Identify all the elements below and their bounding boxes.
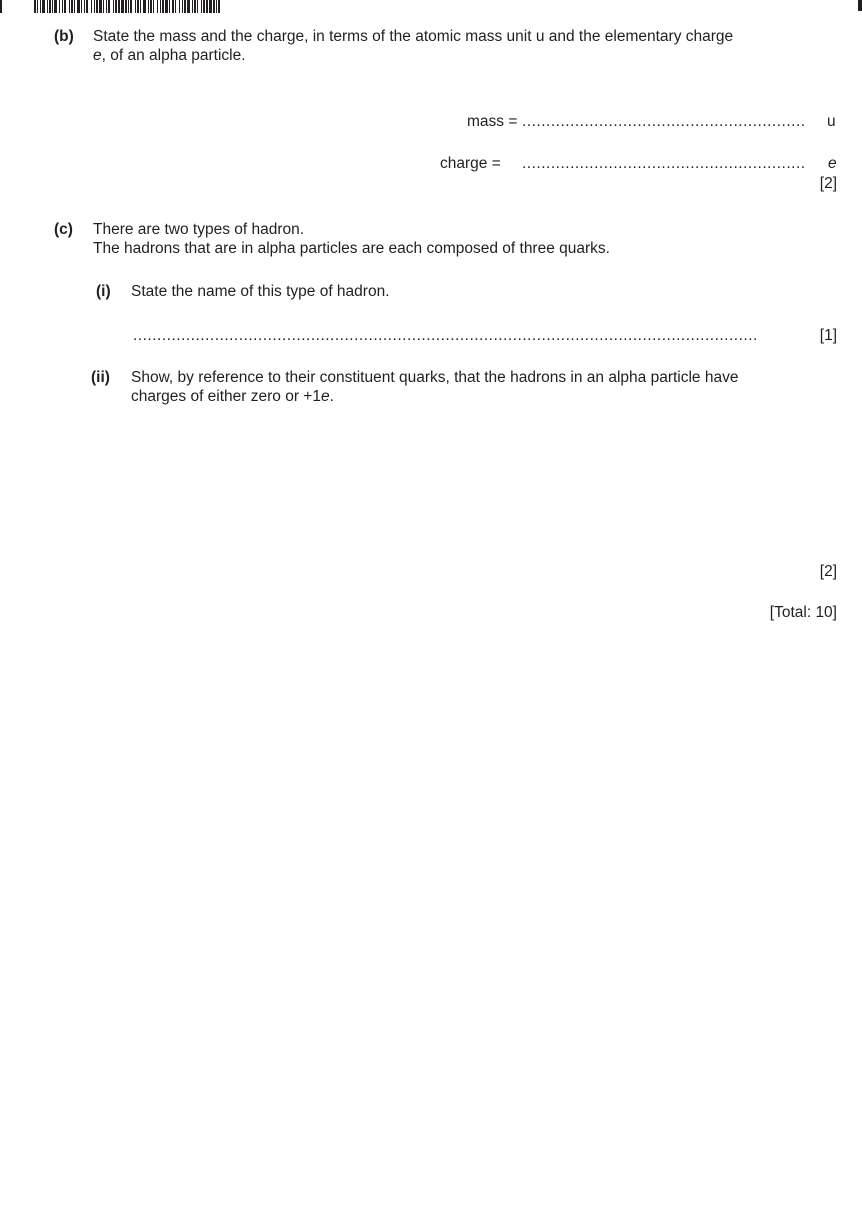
sub-ii-line2-text: charges of either zero or +1 <box>131 388 321 405</box>
part-b-question-line2 <box>93 47 246 65</box>
registration-mark-right <box>858 0 862 11</box>
part-b-question-line1: State the mass and the charge, in terms of the atomic mass unit u and the elementary charge <box>93 28 734 45</box>
barcode <box>34 0 220 13</box>
part-b-marks: [2] <box>819 175 837 192</box>
elementary-charge-symbol: e <box>93 47 102 64</box>
part-c-line2: The hadrons that are in alpha particles are each composed of three quarks. <box>93 240 610 257</box>
elementary-charge-symbol-ii: e <box>320 388 330 405</box>
sub-ii-question-line1: Show, by reference to their constituent quarks, that the hadrons in an alpha particle have <box>131 369 739 386</box>
part-c-line1: There are two types of hadron. <box>93 221 305 238</box>
part-b-question-line2-text: , of an alpha particle. <box>101 47 246 64</box>
sub-ii-label: (ii) <box>91 369 110 386</box>
charge-answer-line[interactable]: ........................................................... <box>522 155 806 172</box>
sub-ii-question-line2 <box>131 388 334 406</box>
sub-ii-line2-end: . <box>329 388 334 405</box>
part-c-label: (c) <box>54 221 73 238</box>
registration-mark-left <box>0 0 2 13</box>
question-total-marks: [Total: 10] <box>769 604 837 621</box>
barcode-bar <box>218 0 220 13</box>
sub-i-question: State the name of this type of hadron. <box>131 283 390 300</box>
mass-unit: u <box>827 113 836 130</box>
charge-label: charge = <box>440 155 501 172</box>
sub-i-answer-line[interactable]: .................................................................................................................................. <box>133 327 758 344</box>
part-b-label: (b) <box>54 28 74 45</box>
sub-i-marks: [1] <box>819 327 837 344</box>
sub-i-label: (i) <box>96 283 111 300</box>
mass-answer-line[interactable]: ........................................................... <box>522 113 806 130</box>
mass-label: mass = <box>467 113 518 130</box>
sub-ii-answer-space[interactable] <box>131 420 836 550</box>
sub-ii-marks: [2] <box>819 563 837 580</box>
charge-unit: e <box>828 155 837 172</box>
